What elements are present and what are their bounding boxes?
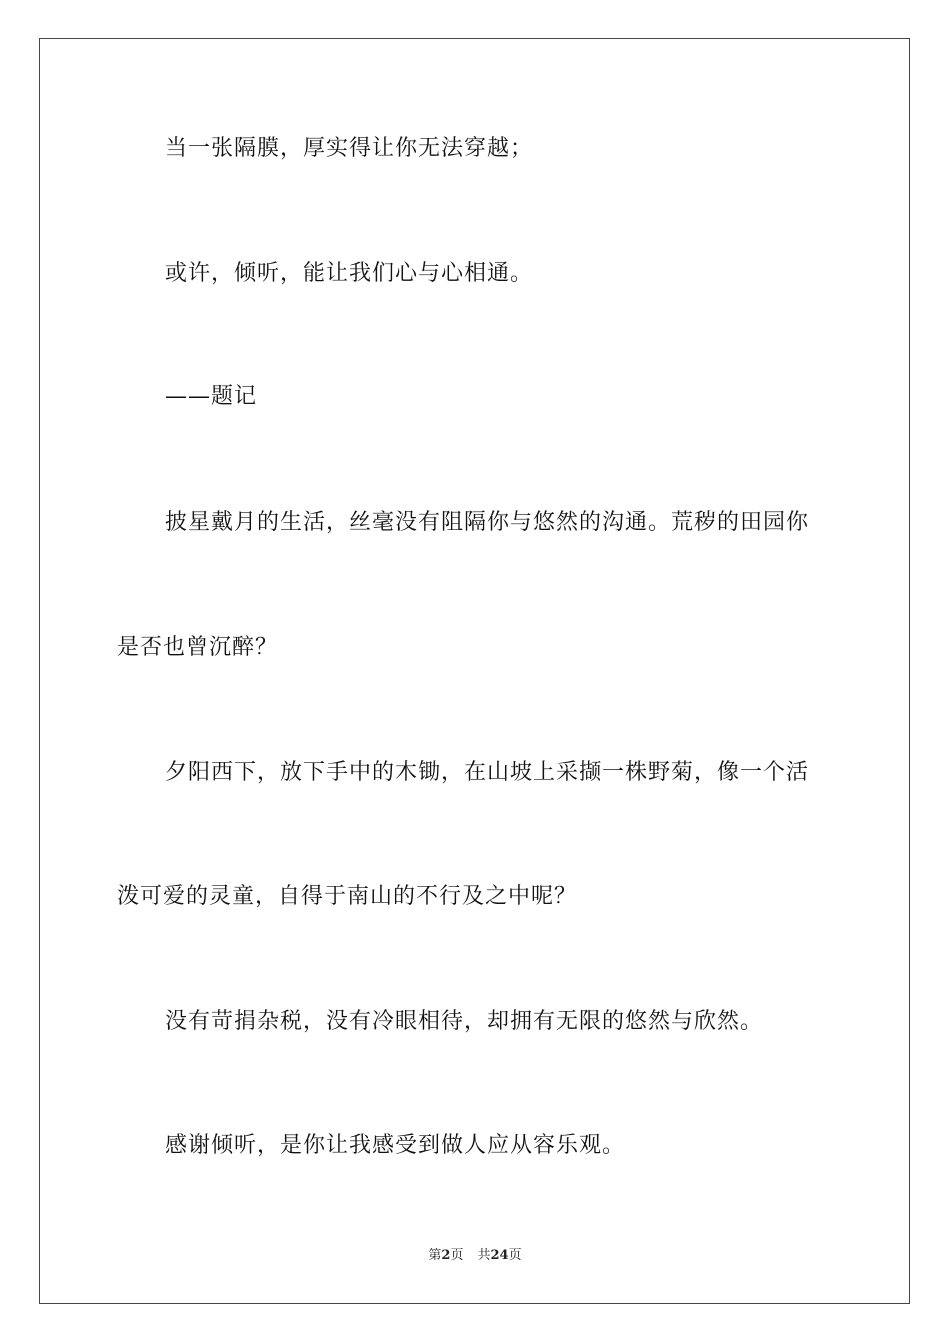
page-number: 2 bbox=[441, 1248, 451, 1263]
text-line: 没有苛捐杂税，没有冷眼相待，却拥有无限的悠然与欣然。 bbox=[165, 1009, 764, 1034]
text-line: 披星戴月的生活，丝毫没有阻隔你与悠然的沟通。荒秽的田园你 bbox=[165, 510, 810, 535]
text-line: 是否也曾沉醉？ bbox=[117, 635, 279, 660]
text-line: ——题记 bbox=[165, 384, 258, 409]
page-prefix: 第 bbox=[428, 1248, 442, 1263]
text-line: 泼可爱的灵童，自得于南山的不行及之中呢？ bbox=[117, 884, 578, 909]
total-pages: 24 bbox=[490, 1248, 509, 1263]
total-suffix: 页 bbox=[508, 1248, 522, 1263]
page-border bbox=[39, 38, 910, 1304]
text-line: 感谢倾听，是你让我感受到做人应从容乐观。 bbox=[165, 1133, 626, 1158]
text-line: 夕阳西下，放下手中的木锄，在山坡上采撷一株野菊，像一个活 bbox=[165, 760, 810, 785]
page-suffix: 页 bbox=[450, 1248, 464, 1263]
page-footer bbox=[0, 1247, 950, 1265]
text-line: 或许，倾听，能让我们心与心相通。 bbox=[165, 261, 534, 286]
text-line: 当一张隔膜，厚实得让你无法穿越； bbox=[165, 136, 534, 161]
total-prefix: 共 bbox=[477, 1248, 491, 1263]
